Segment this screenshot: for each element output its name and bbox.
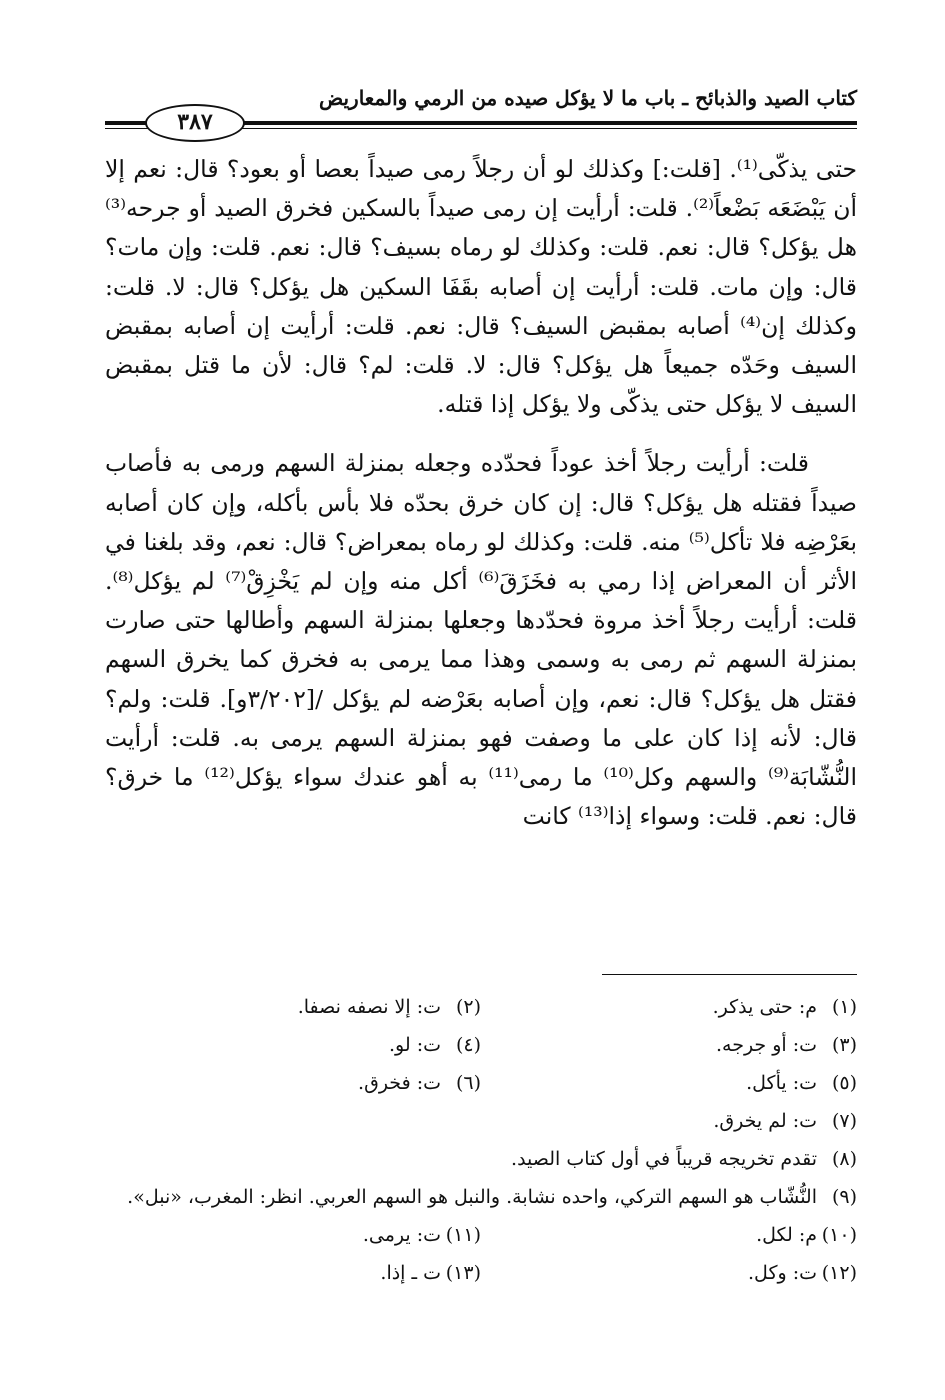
footnote-text: ت: وكل. — [748, 1262, 817, 1284]
footnote-text: ت: لم يخرق. — [713, 1110, 817, 1132]
footnote-text: ت: فخرق. — [358, 1072, 441, 1094]
footnote-row — [105, 1026, 857, 1064]
footnote-8 — [105, 1140, 857, 1178]
footnote-11 — [105, 1216, 481, 1254]
footnote-number: (٤) — [455, 1034, 481, 1056]
footnote-number: (١٢) — [821, 1262, 857, 1284]
footnote-10 — [481, 1216, 857, 1254]
footnote-row — [105, 988, 857, 1026]
main-text — [105, 150, 857, 836]
footnote-number: (٦) — [455, 1072, 481, 1094]
footnote-text: م: حتى يذكر. — [712, 996, 817, 1018]
footnote-row — [105, 1216, 857, 1254]
footnote-13 — [105, 1254, 481, 1292]
footnote-separator — [602, 974, 857, 975]
footnotes — [105, 988, 857, 1292]
footnote-number: (١٠) — [821, 1224, 857, 1246]
footnote-number: (٨) — [831, 1148, 857, 1170]
footnote-4 — [105, 1026, 481, 1064]
footnote-number: (٣) — [831, 1034, 857, 1056]
footnote-number: (٥) — [831, 1072, 857, 1094]
page-number: ٣٨٧ — [145, 104, 245, 142]
footnote-row — [105, 1102, 857, 1140]
footnote-row — [105, 1254, 857, 1292]
running-title: كتاب الصيد والذبائح ـ باب ما لا يؤكل صيده من الرمي والمعاريض — [318, 86, 857, 110]
footnote-3 — [481, 1026, 857, 1064]
footnote-text: ت ـ إذا. — [380, 1262, 441, 1284]
paragraph-1: حتى يذكّى⁽¹⁾. [قلت:] وكذلك لو أن رجلاً رمى صيداً بعصا أو بعود؟ قال: نعم إلا أن يَبْضَعَه بَضْعاً⁽²⁾. قلت: أرأيت إن رمى صيداً بالسكين فخرق الصيد أو جرحه⁽³⁾ هل يؤكل؟ قال: نعم. قلت: وكذلك لو رماه بسيف؟ قال: نعم. قلت: وإن مات؟ قال: وإن مات. قلت: أرأيت إن أصابه بقَفَا السكين هل يؤكل؟ قال: لا. قلت: وكذلك إن⁽⁴⁾ أصابه بمقبض السيف؟ قال: نعم. قلت: أرأيت إن أصابه بمقبض السيف وحَدّه جميعاً هل يؤكل؟ قال: لا. قلت: لم؟ قال: لأن ما قتل بمقبض السيف لا يؤكل حتى يذكّى ولا يؤكل إذا قتله. — [105, 155, 857, 419]
footnote-text: م: لكل. — [756, 1224, 817, 1246]
paragraph-2: قلت: أرأيت رجلاً أخذ عوداً فحدّده وجعله بمنزلة السهم ورمى به فأصاب صيداً فقتله هل يؤكل؟ قال: إن كان خرق بحدّه فلا بأس بأكله، وإن كان أصابه بعَرْضِه فلا تأكل⁽⁵⁾ منه. قلت: وكذلك لو رماه بمعراض؟ قال: نعم، وقد بلغنا في الأثر أن المعراض إذا رمي به فخَزَقَ⁽⁶⁾ أكل منه وإن لم يَخْزِقْ⁽⁷⁾ لم يؤكل⁽⁸⁾. قلت: أرأيت رجلاً أخذ مروة فحدّدها وجعلها بمنزلة السهم وأطالها حتى صارت بمنزلة السهم ثم رمى به وسمى وهذا مما يرمى به فخرق كما يخرق السهم فقتل هل يؤكل؟ قال: نعم، وإن أصابه بعَرْضه لم يؤكل /[٣/٢٠٢و]. قلت: ولم؟ قال: لأنه إذا كان على ما وصفت فهو بمنزلة السهم يرمى به. قلت: أرأيت النُّشّابَة⁽⁹⁾ والسهم وكل⁽¹⁰⁾ ما رمى⁽¹¹⁾ به أهو عندك سواء يؤكل⁽¹²⁾ ما خرق؟ قال: نعم. قلت: وسواء إذا⁽¹³⁾ كانت — [105, 449, 858, 831]
footnote-row — [105, 1064, 857, 1102]
footnote-number: (١١) — [445, 1224, 481, 1246]
footnote-text: ت: أو جرجه. — [715, 1034, 817, 1056]
footnote-1 — [481, 988, 857, 1026]
footnote-text: ت: لو. — [389, 1034, 441, 1056]
footnote-number: (٩) — [831, 1186, 857, 1208]
footnote-6 — [105, 1064, 481, 1102]
footnote-9 — [105, 1178, 857, 1216]
footnote-number: (٧) — [831, 1110, 857, 1132]
footnote-2 — [105, 988, 481, 1026]
footnote-number: (٢) — [455, 996, 481, 1018]
footnote-text: تقدم تخريجه قريباً في أول كتاب الصيد. — [511, 1148, 817, 1170]
page-header — [105, 82, 857, 138]
footnote-12 — [481, 1254, 857, 1292]
footnote-number: (١) — [831, 996, 857, 1018]
footnote-7 — [477, 1102, 857, 1140]
footnote-text: ت: يأكل. — [746, 1072, 817, 1094]
footnote-text: ت: إلا نصفه نصفا. — [297, 996, 441, 1018]
footnote-number: (١٣) — [445, 1262, 481, 1284]
footnote-text: ت: يرمى. — [362, 1224, 441, 1246]
footnote-5 — [481, 1064, 857, 1102]
page — [105, 0, 857, 1400]
footnote-text: النُّشّاب هو السهم التركي، واحده نشابة. والنبل هو السهم العربي. انظر: المغرب، «نبل». — [127, 1186, 817, 1208]
